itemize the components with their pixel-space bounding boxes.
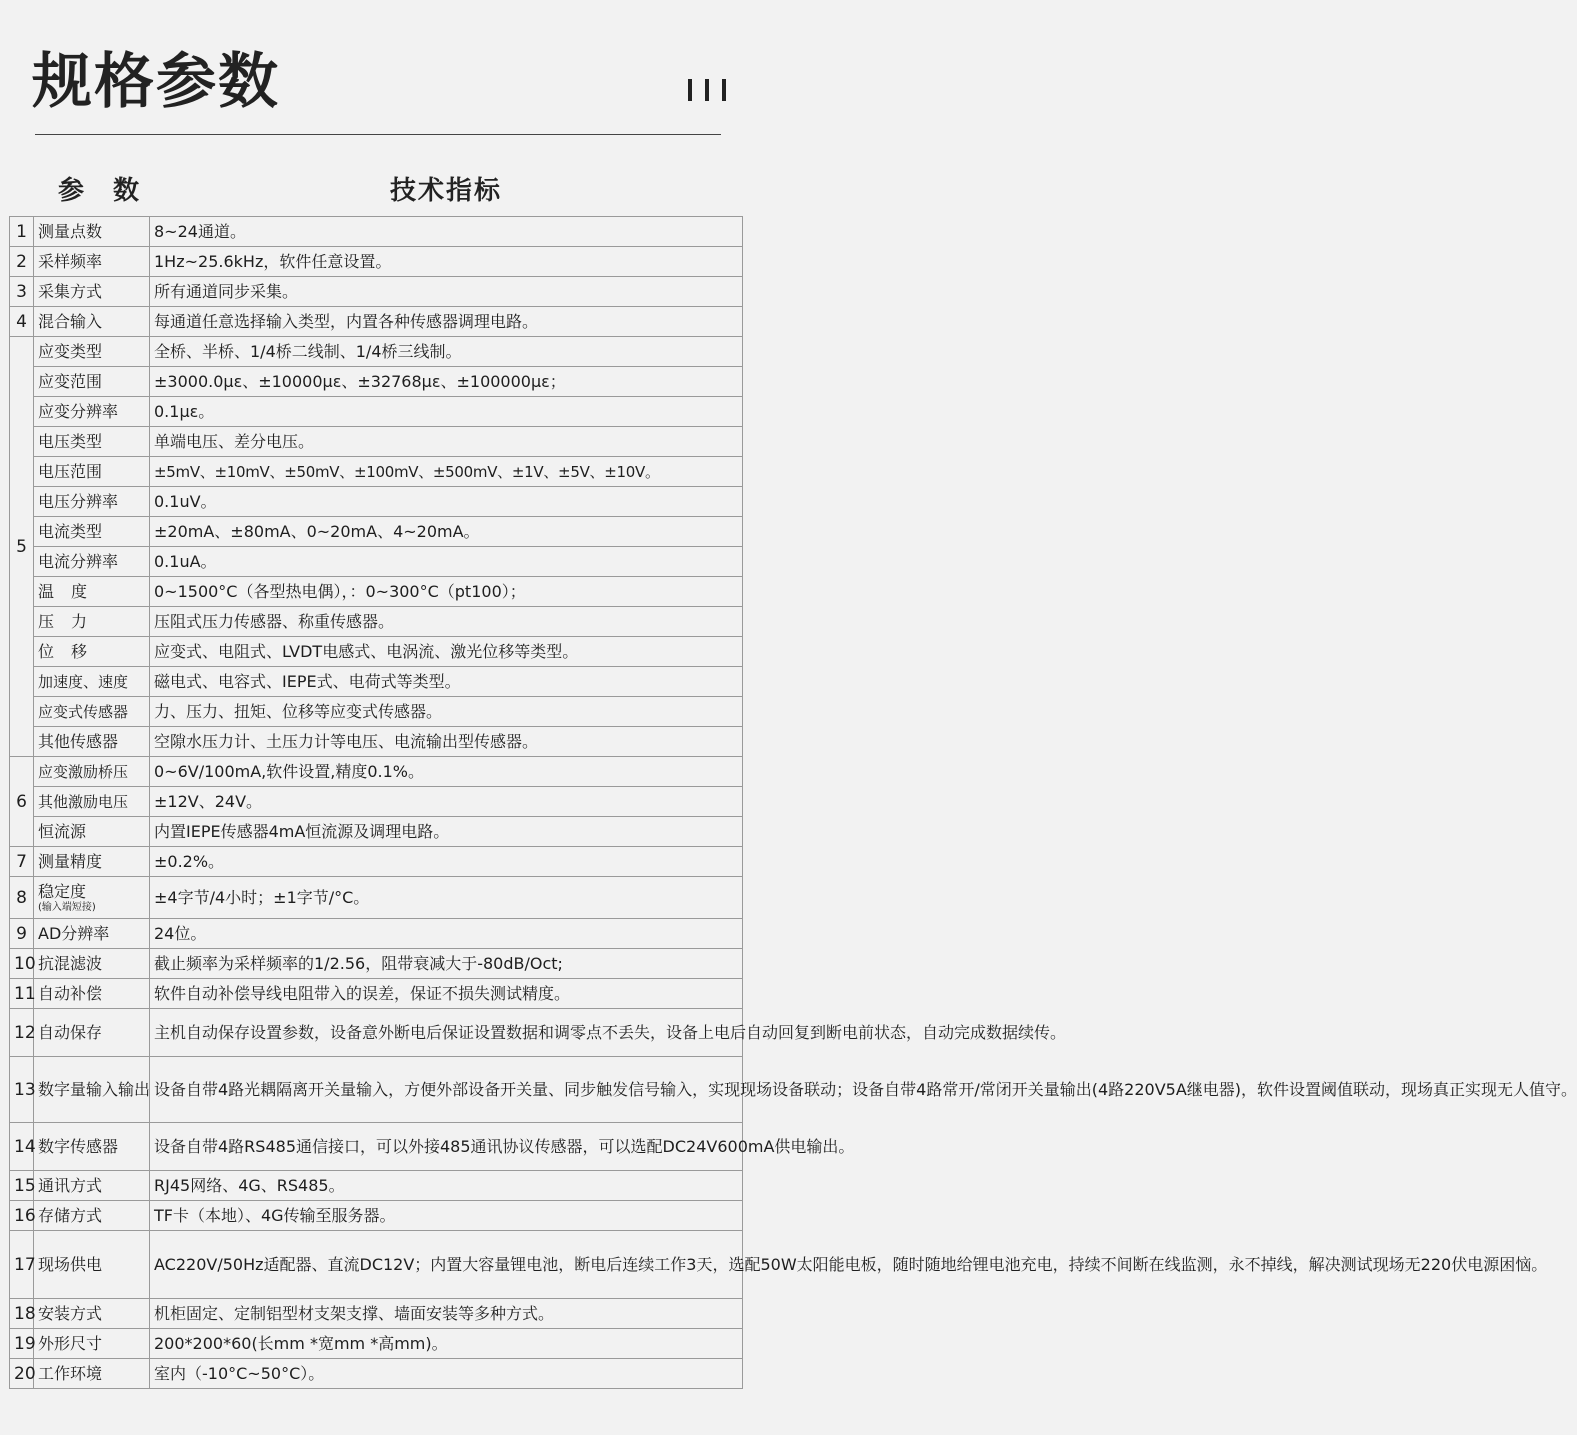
param-value: 0~1500°C（各型热电偶），：0~300°C（pt100）； <box>150 577 743 607</box>
param-name: 电流分辨率 <box>34 547 150 577</box>
param-value: 内置IEPE传感器4mA恒流源及调理电路。 <box>150 817 743 847</box>
param-value: 所有通道同步采集。 <box>150 277 743 307</box>
param-name: 其他激励电压 <box>34 787 150 817</box>
param-name: 加速度、速度 <box>34 667 150 697</box>
table-row <box>10 337 743 367</box>
param-value: 24位。 <box>150 919 743 949</box>
param-value: 磁电式、电容式、IEPE式、电荷式等类型。 <box>150 667 743 697</box>
param-value: RJ45网络、4G、RS485。 <box>150 1171 743 1201</box>
param-name-note: (输入端短接) <box>38 902 96 913</box>
param-name: 温度 <box>34 577 150 607</box>
table-row <box>10 457 743 487</box>
table-row <box>10 847 743 877</box>
row-number: 14 <box>10 1123 34 1171</box>
decorative-bars-icon <box>688 79 728 101</box>
row-number: 13 <box>10 1057 34 1123</box>
spec-table <box>9 216 1577 1389</box>
param-name: 自动补偿 <box>34 979 150 1009</box>
table-row <box>10 919 743 949</box>
param-value: 0.1με。 <box>150 397 743 427</box>
param-name: 采集方式 <box>34 277 150 307</box>
param-value: ±20mA、±80mA、0~20mA、4~20mA。 <box>150 517 743 547</box>
param-value: 压阻式压力传感器、称重传感器。 <box>150 607 743 637</box>
table-row <box>10 949 743 979</box>
table-row <box>10 427 743 457</box>
table-row <box>10 607 743 637</box>
param-value: 力、压力、扭矩、位移等应变式传感器。 <box>150 697 743 727</box>
param-name: 工作环境 <box>34 1359 150 1389</box>
row-number: 4 <box>10 307 34 337</box>
param-value: ±5mV、±10mV、±50mV、±100mV、±500mV、±1V、±5V、±10V。 <box>150 457 743 487</box>
param-name: 现场供电 <box>34 1231 150 1299</box>
param-value: 软件自动补偿导线电阻带入的误差，保证不损失测试精度。 <box>150 979 743 1009</box>
row-number: 3 <box>10 277 34 307</box>
table-row <box>10 217 743 247</box>
param-name-cell <box>34 877 150 919</box>
param-name: 自动保存 <box>34 1009 150 1057</box>
table-row <box>10 367 743 397</box>
row-number: 5 <box>10 337 34 757</box>
param-name: 应变范围 <box>34 367 150 397</box>
param-name: 采样频率 <box>34 247 150 277</box>
param-value: ±0.2%。 <box>150 847 743 877</box>
param-name: 压力 <box>34 607 150 637</box>
table-row <box>10 979 743 1009</box>
param-name: 电压类型 <box>34 427 150 457</box>
table-row <box>10 637 743 667</box>
table-row <box>10 1201 743 1231</box>
table-row <box>10 247 743 277</box>
table-row <box>10 397 743 427</box>
param-name: 测量点数 <box>34 217 150 247</box>
param-value: 全桥、半桥、1/4桥二线制、1/4桥三线制。 <box>150 337 743 367</box>
param-value: 机柜固定、定制铝型材支架支撑、墙面安装等多种方式。 <box>150 1299 743 1329</box>
param-name: 数字传感器 <box>34 1123 150 1171</box>
table-row <box>10 877 743 919</box>
row-number: 10 <box>10 949 34 979</box>
page-title: 规格参数 <box>32 47 280 117</box>
param-name: 混合输入 <box>34 307 150 337</box>
param-value: 截止频率为采样频率的1/2.56，阻带衰减大于-80dB/Oct; <box>150 949 743 979</box>
param-value: 1Hz~25.6kHz，软件任意设置。 <box>150 247 743 277</box>
param-name: 位移 <box>34 637 150 667</box>
param-name: 稳定度 <box>38 882 87 901</box>
row-number: 20 <box>10 1359 34 1389</box>
param-value: TF卡（本地）、4G传输至服务器。 <box>150 1201 743 1231</box>
row-number: 9 <box>10 919 34 949</box>
table-row <box>10 1359 743 1389</box>
table-row <box>10 487 743 517</box>
row-number: 16 <box>10 1201 34 1231</box>
param-value: 设备自带4路RS485通信接口，可以外接485通讯协议传感器，可以选配DC24V600mA供电输出。 <box>150 1123 743 1171</box>
param-value: AC220V/50Hz适配器、直流DC12V；内置大容量锂电池，断电后连续工作3天，选配50W太阳能电板，随时随地给锂电池充电，持续不间断在线监测，永不掉线，解决测试现场无220伏电源困恼。 <box>150 1231 743 1299</box>
row-number: 6 <box>10 757 34 847</box>
table-row <box>10 1329 743 1359</box>
table-row <box>10 307 743 337</box>
table-row <box>10 787 743 817</box>
row-number: 8 <box>10 877 34 919</box>
table-row <box>10 1057 743 1123</box>
param-value: 设备自带4路光耦隔离开关量输入，方便外部设备开关量、同步触发信号输入，实现现场设备联动；设备自带4路常开/常闭开关量输出(4路220V5A继电器)，软件设置阈值联动，现场真正实现无人值守。 <box>150 1057 743 1123</box>
param-name: 恒流源 <box>34 817 150 847</box>
param-name: 其他传感器 <box>34 727 150 757</box>
param-name: 应变激励桥压 <box>34 757 150 787</box>
table-row <box>10 517 743 547</box>
param-value: ±12V、24V。 <box>150 787 743 817</box>
param-value: 每通道任意选择输入类型，内置各种传感器调理电路。 <box>150 307 743 337</box>
param-value: 空隙水压力计、土压力计等电压、电流输出型传感器。 <box>150 727 743 757</box>
table-row <box>10 667 743 697</box>
table-row <box>10 547 743 577</box>
param-value: 室内（-10°C~50°C）。 <box>150 1359 743 1389</box>
row-number: 17 <box>10 1231 34 1299</box>
row-number: 15 <box>10 1171 34 1201</box>
param-name: 抗混滤波 <box>34 949 150 979</box>
table-row <box>10 757 743 787</box>
param-name: 应变分辨率 <box>34 397 150 427</box>
param-name: 数字量输入输出 <box>34 1057 150 1123</box>
row-number: 12 <box>10 1009 34 1057</box>
param-name: 电压范围 <box>34 457 150 487</box>
param-value: 0.1uA。 <box>150 547 743 577</box>
table-row <box>10 697 743 727</box>
table-row <box>10 817 743 847</box>
row-number: 2 <box>10 247 34 277</box>
param-name: AD分辨率 <box>34 919 150 949</box>
param-value: 0.1uV。 <box>150 487 743 517</box>
table-row <box>10 1009 743 1057</box>
param-value: 0~6V/100mA,软件设置,精度0.1%。 <box>150 757 743 787</box>
table-row <box>10 1123 743 1171</box>
table-row <box>10 1299 743 1329</box>
column-header-param: 参 数 <box>58 176 150 206</box>
param-name: 存储方式 <box>34 1201 150 1231</box>
param-name: 安装方式 <box>34 1299 150 1329</box>
table-row <box>10 1171 743 1201</box>
table-row <box>10 1231 743 1299</box>
param-value: 8~24通道。 <box>150 217 743 247</box>
param-name: 应变类型 <box>34 337 150 367</box>
param-name: 通讯方式 <box>34 1171 150 1201</box>
param-value: 主机自动保存设置参数，设备意外断电后保证设置数据和调零点不丢失，设备上电后自动回复到断电前状态，自动完成数据续传。 <box>150 1009 743 1057</box>
param-name: 测量精度 <box>34 847 150 877</box>
table-row <box>10 277 743 307</box>
column-header-tech: 技术指标 <box>390 176 503 206</box>
param-name: 外形尺寸 <box>34 1329 150 1359</box>
row-number: 19 <box>10 1329 34 1359</box>
row-number: 18 <box>10 1299 34 1329</box>
row-number: 11 <box>10 979 34 1009</box>
title-divider <box>35 134 721 135</box>
table-row <box>10 727 743 757</box>
param-name: 应变式传感器 <box>34 697 150 727</box>
param-value: 单端电压、差分电压。 <box>150 427 743 457</box>
param-name: 电流类型 <box>34 517 150 547</box>
row-number: 1 <box>10 217 34 247</box>
param-value: ±4字节/4小时；±1字节/°C。 <box>150 877 743 919</box>
row-number: 7 <box>10 847 34 877</box>
param-name: 电压分辨率 <box>34 487 150 517</box>
param-value: 200*200*60(长mm *宽mm *高mm)。 <box>150 1329 743 1359</box>
param-value: ±3000.0με、±10000με、±32768με、±100000με； <box>150 367 743 397</box>
table-row <box>10 577 743 607</box>
param-value: 应变式、电阻式、LVDT电感式、电涡流、激光位移等类型。 <box>150 637 743 667</box>
